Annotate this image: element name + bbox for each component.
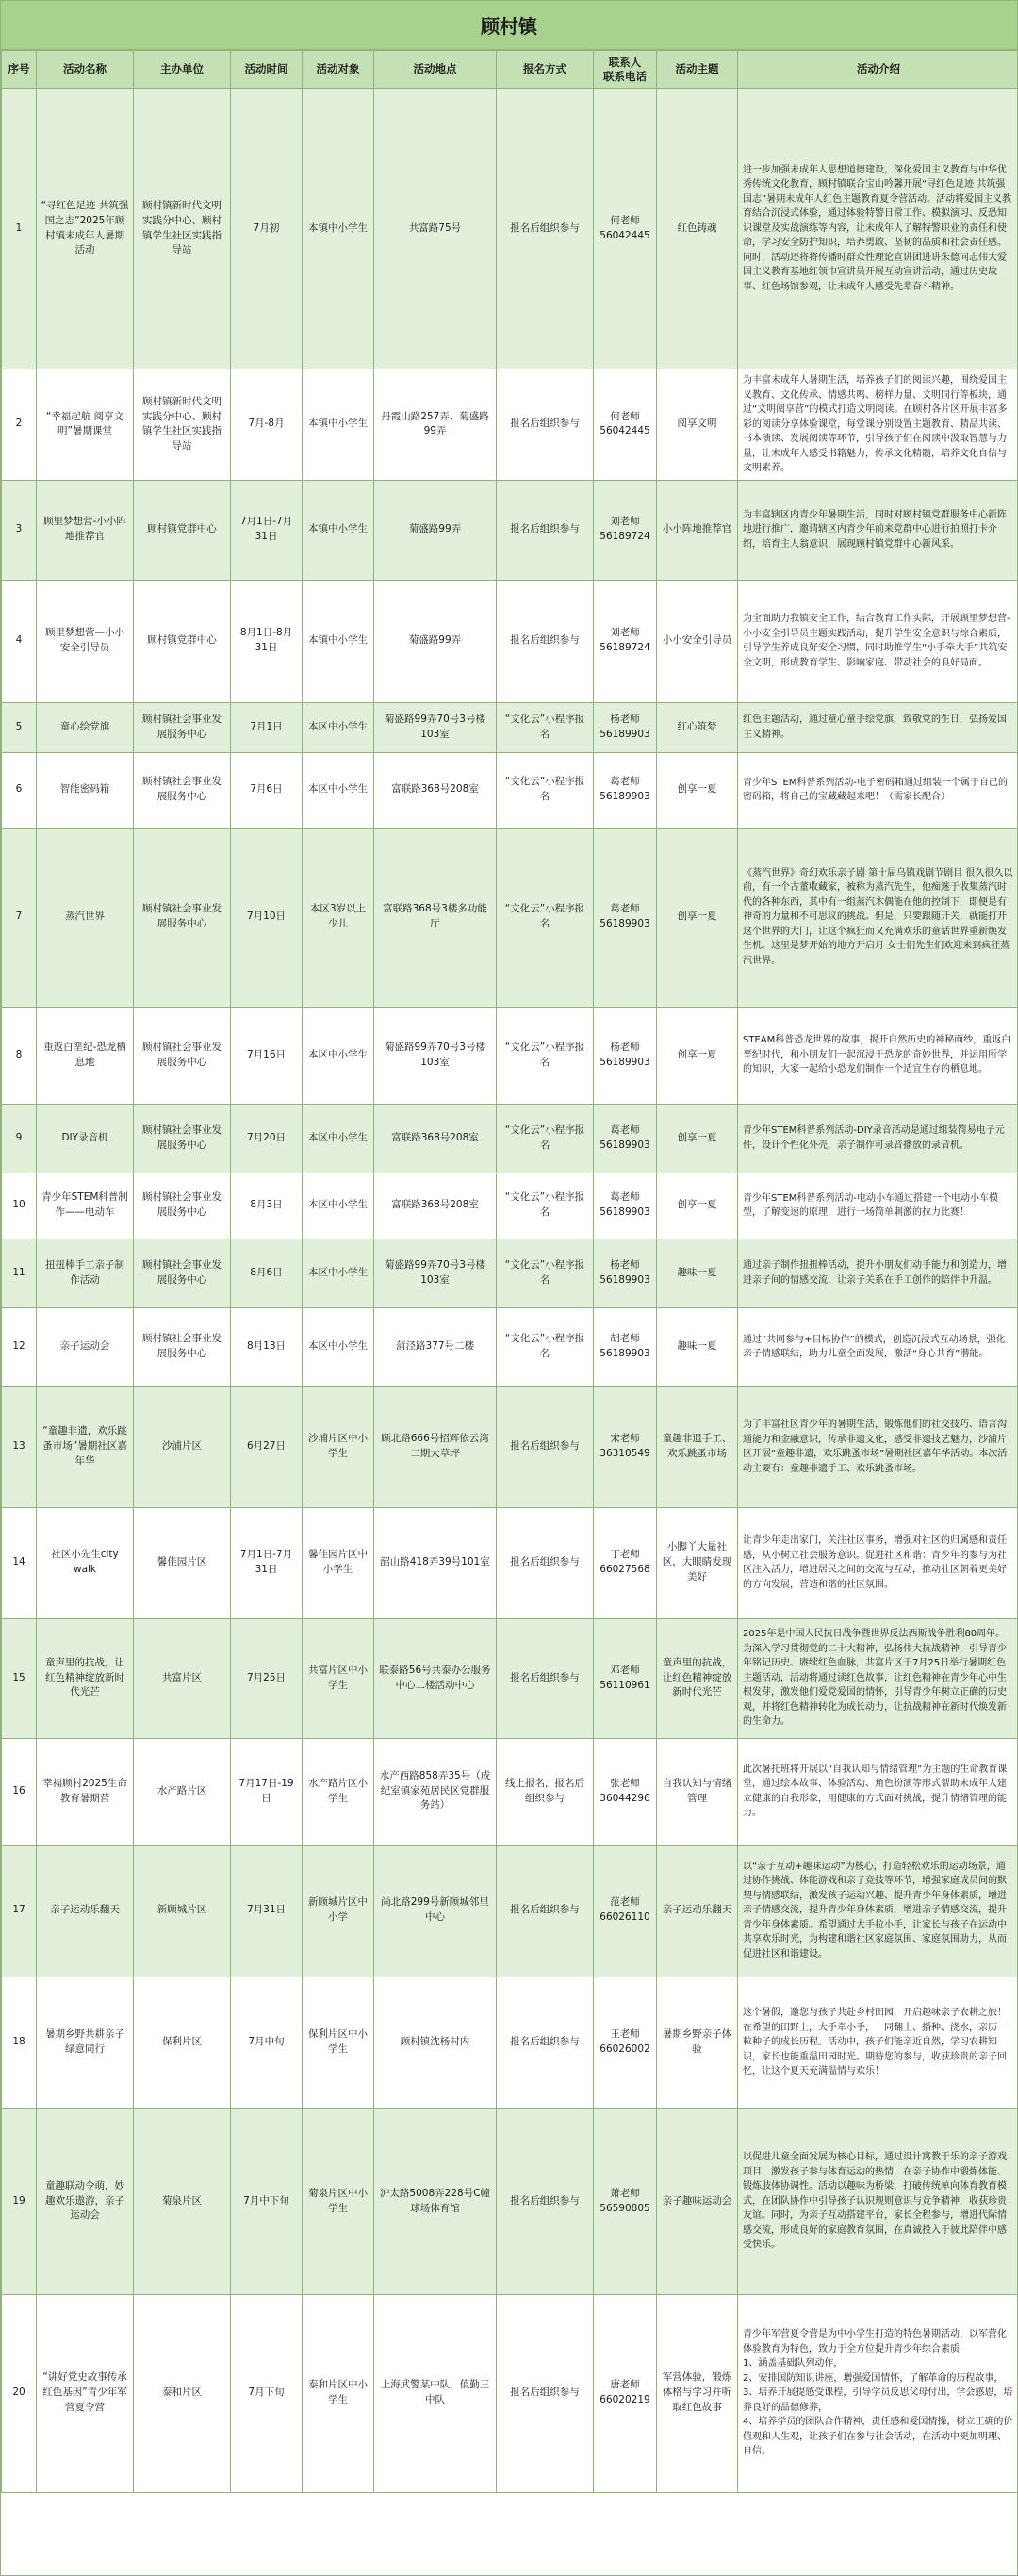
contact-info: 杨老师 56189903 (594, 702, 657, 752)
activity-place: 水产西路858弄35号（成纪室镇家苑居民区党群服务站） (374, 1738, 497, 1845)
activity-name: 暑期乡野共耕亲子绿意同行 (37, 1977, 134, 2108)
activity-target: 本镇中小学生 (303, 480, 374, 580)
activity-intro: 青少年STEM科普系列活动-电动小车通过搭建一个电动小车模型，了解变速的原理，进行一场简单刺激的拉力比赛！ (738, 1173, 1018, 1239)
activity-intro: 为丰富未成年人暑期生活，培养孩子们的阅读兴趣，围绕爱国主义教育、文化传承、情感共鸣、榜样力量、文明同行等板块，通过“文明阅享营”的模式打造文明阅读。在顾村各片区开展丰富多彩的阅读分享体验课堂，每堂课分别设置主题教育、精品共读、书本演读、发展阅读等环节，引导孩子们在阅读中汲取智慧与力量，让未成年人感受书籍魅力，传承文化精髓，培养文化自信与文明素养。 (738, 369, 1018, 481)
contact-info: 范老师 66026110 (594, 1845, 657, 1977)
host-unit: 顾村镇社会事业发展服务中心 (134, 1173, 231, 1239)
activity-target: 沙浦片区中小学生 (303, 1386, 374, 1507)
signup-method: 报名后组织参与 (497, 1618, 594, 1738)
host-unit: 水产路片区 (134, 1738, 231, 1845)
row-number: 11 (2, 1239, 37, 1307)
page-title: 顾村镇 (1, 1, 1017, 50)
table-row (2, 1307, 1018, 1386)
activity-name: 童趣联动令萌，妙趣欢乐遨游，亲子运动会 (37, 2108, 134, 2294)
signup-method: “文化云”小程序报名 (497, 1007, 594, 1104)
activity-place: 菊盛路99弄 (374, 480, 497, 580)
activity-intro: 以促进儿童全面发展为核心目标，通过设计寓教于乐的亲子游戏项目，激发孩子参与体育运动的热情，在亲子协作中锻炼体能、锻炼肢体协调性。活动以趣味为桥梁，打破传统单向体育教育模式，在团队协作中引导孩子认识规则意识与竞争精神，收获珍贵友谊。同时，为亲子互动搭建平台，家长全程参与，增进代际情感交流，形成良好的家庭教育氛围，在真诚投入于彼此陪伴中感受快乐。 (738, 2108, 1018, 2294)
activity-intro: 通过亲子制作扭扭棒活动，提升小朋友们动手能力和创造力，增进亲子间的情感交流，让亲子关系在手工创作的陪伴中升温。 (738, 1239, 1018, 1307)
host-unit: 馨佳园片区 (134, 1507, 231, 1618)
signup-method: “文化云”小程序报名 (497, 1104, 594, 1173)
activity-time: 7月31日 (231, 1845, 303, 1977)
activity-theme: 创享一夏 (657, 1007, 738, 1104)
activity-name: “幸福起航 阅享文明”暑期课堂 (37, 369, 134, 481)
host-unit: 沙浦片区 (134, 1386, 231, 1507)
row-number: 9 (2, 1104, 37, 1173)
signup-method: 报名后组织参与 (497, 89, 594, 369)
signup-method: “文化云”小程序报名 (497, 752, 594, 828)
host-unit: 顾村镇新时代文明实践分中心、顾村镇学生社区实践指导站 (134, 89, 231, 369)
signup-method: 报名后组织参与 (497, 2108, 594, 2294)
activity-place: 联泰路56号共泰办公服务中心二楼活动中心 (374, 1618, 497, 1738)
header-col-theme: 活动主题 (657, 51, 738, 89)
activity-place: 尚北路299号新顾城邻里中心 (374, 1845, 497, 1977)
contact-info: 胡老师 56189903 (594, 1307, 657, 1386)
activity-time: 8月1日-8月31日 (231, 580, 303, 702)
activity-target: 新顾城片区中小学 (303, 1845, 374, 1977)
contact-info: 丁老师 66027568 (594, 1507, 657, 1618)
row-number: 6 (2, 752, 37, 828)
activity-theme: 趣味一夏 (657, 1307, 738, 1386)
activity-time: 7月20日 (231, 1104, 303, 1173)
activity-theme: 小小安全引导员 (657, 580, 738, 702)
signup-method: “文化云”小程序报名 (497, 828, 594, 1007)
activity-place: 韶山路418弄39号101室 (374, 1507, 497, 1618)
contact-info: 杨老师 56189903 (594, 1239, 657, 1307)
table-row (2, 1845, 1018, 1977)
signup-method: 线上报名，报名后组织参与 (497, 1738, 594, 1845)
activity-intro: 青少年STEM科普系列活动-电子密码箱通过组装一个属于自己的密码箱，将自己的宝藏藏起来吧！（需家长配合） (738, 752, 1018, 828)
host-unit: 顾村镇社会事业发展服务中心 (134, 702, 231, 752)
activity-theme: 创享一夏 (657, 752, 738, 828)
activity-intro: 这个暑假，邀您与孩子共赴乡村田园，开启趣味亲子农耕之旅！在希望的田野上，大手牵小手，一同翻土、播种、浇水，亲历一粒种子的成长历程。活动中，孩子们能亲近自然，学习农耕知识，家长也能重温田园时光。期待您的参与，收获珍贵的亲子回忆，让这个夏天充满温情与欢乐！ (738, 1977, 1018, 2108)
header-col-place: 活动地点 (374, 51, 497, 89)
contact-info: 邓老师 56110961 (594, 1618, 657, 1738)
activity-place: 蒲泾路377号二楼 (374, 1307, 497, 1386)
signup-method: 报名后组织参与 (497, 1507, 594, 1618)
activity-target: 本区中小学生 (303, 1239, 374, 1307)
activity-intro: 通过“共同参与+目标协作”的模式，创造沉浸式互动场景，强化亲子情感联结，助力儿童全面发展，激活“身心共育”潜能。 (738, 1307, 1018, 1386)
signup-method: 报名后组织参与 (497, 480, 594, 580)
activity-theme: 亲子运动乐翻天 (657, 1845, 738, 1977)
contact-info: 何老师 56042445 (594, 89, 657, 369)
activity-intro: 为丰富辖区内青少年暑期生活，同时对顾村镇党群服务中心新阵地进行推广，邀请辖区内青少年前来党群中心进行拍照打卡介绍，培育主人翁意识，展现顾村镇党群中心新风采。 (738, 480, 1018, 580)
table-row (2, 369, 1018, 481)
activity-name: 亲子运动乐翻天 (37, 1845, 134, 1977)
activity-time: 7月25日 (231, 1618, 303, 1738)
header-col-intro: 活动介绍 (738, 51, 1018, 89)
row-number: 17 (2, 1845, 37, 1977)
activity-intro: 青少年军营夏令营是为中小学生打造的特色暑期活动，以军营化体验教育为特色，致力于全方位提升青少年综合素质 1、涵盖基础队列动作， 2、安排国防知识讲座，增强爱国情怀，了解革命的历程故事， 3、培养开展提感受课程，引导学员反思父母付出，学会感恩，培养良好的品德修养， 4、培养学员的团队合作精神，责任感和爱国情操，树立正确的价值观和人生观，让孩子们在参与社会活动，在活动中更加明理、自信。 (738, 2294, 1018, 2492)
activity-intro: 2025年是中国人民抗日战争暨世界反法西斯战争胜利80周年。为深入学习贯彻党的二十大精神，弘扬伟大抗战精神，引导青少年铭记历史、赓续红色血脉，共富片区于7月25日举行暑期红色主题活动，活动将通过读红色故事，让红色精神在青少年心中生根发芽，激发他们爱党爱国的情怀，引导青少年树立正确的历史观，并将红色精神转化为成长动力，让抗战精神在新时代焕发新的生命力。 (738, 1618, 1018, 1738)
activity-theme: 创享一夏 (657, 1104, 738, 1173)
activity-time: 7月初 (231, 89, 303, 369)
activity-theme: 童趣非遗手工、欢乐跳蚤市场 (657, 1386, 738, 1507)
activity-target: 本区中小学生 (303, 1007, 374, 1104)
activity-intro: 为全面助力我镇安全工作，结合教育工作实际，开展顾里梦想营-小小安全引导员主题实践活动，提升学生安全意识与综合素质，引导学生养成良好安全习惯，同时助推学生“小手牵大手”共筑安全文明，形成教育学生、影响家庭、带动社会的良好局面。 (738, 580, 1018, 702)
host-unit: 共富片区 (134, 1618, 231, 1738)
activity-target: 本区3岁以上少儿 (303, 828, 374, 1007)
host-unit: 顾村镇社会事业发展服务中心 (134, 1104, 231, 1173)
row-number: 13 (2, 1386, 37, 1507)
contact-info: 葛老师 56189903 (594, 1104, 657, 1173)
contact-info: 王老师 66026002 (594, 1977, 657, 2108)
signup-method: 报名后组织参与 (497, 1977, 594, 2108)
activity-name: 亲子运动会 (37, 1307, 134, 1386)
header-col-contact: 联系人 联系电话 (594, 51, 657, 89)
activity-theme: 暑期乡野亲子体验 (657, 1977, 738, 2108)
activity-theme: 军营体验，锻炼体格与学习并听取红色故事 (657, 2294, 738, 2492)
activity-target: 本镇中小学生 (303, 89, 374, 369)
activity-theme: 阅享文明 (657, 369, 738, 481)
activity-target: 本区中小学生 (303, 702, 374, 752)
activity-intro: 以“亲子互动+趣味运动”为核心，打造轻松欢乐的运动场景，通过协作挑战、体能游戏和亲子竞技等环节，增强家庭成员间的默契与情感联结，激发孩子运动兴趣、提升青少年身体素质，增进亲子情感交流，提升青少年身体素质，增进亲子情感交流，提升青少年身体素质。希望通过大手拉小手，让家长与孩子在运动中共享欢乐时光，为构建和谐社区家庭氛围、家庭氛围助力，从而促进社区和谐建设。 (738, 1845, 1018, 1977)
activity-intro: 进一步加强未成年人思想道德建设，深化爱国主义教育与中华优秀传统文化教育，顾村镇联合宝山吟馨开展“寻红色足迹 共筑强国志”暑期未成年人红色主题教育夏令营活动。活动将爱国主义教育结合沉浸式体验，通过体验特警日常工作、模拟演习、反恐知识课堂及实战演练等内容，让未成年人了解特警职业的责任和使命，学习安全防护知识，培养勇敢、坚韧的品质和社会责任感。同时，活动还将将传播时群众性理论宣讲团进讲朱德同志伟大爱国主义教育基地红领巾宣讲员开展互动宣讲活动，通过历史故事、红色场馆参观，让未成年人感受先辈奋斗精神。 (738, 89, 1018, 369)
host-unit: 泰和片区 (134, 2294, 231, 2492)
contact-info: 萧老师 56590805 (594, 2108, 657, 2294)
table-row (2, 1239, 1018, 1307)
activity-place: 顾村镇沈杨村内 (374, 1977, 497, 2108)
activity-time: 7月10日 (231, 828, 303, 1007)
host-unit: 保利片区 (134, 1977, 231, 2108)
activity-place: 顾北路666号招辉依云湾二期大草坪 (374, 1386, 497, 1507)
activity-time: 7月中下旬 (231, 2108, 303, 2294)
header-col-signup: 报名方式 (497, 51, 594, 89)
activity-target: 本区中小学生 (303, 752, 374, 828)
table-row (2, 1173, 1018, 1239)
contact-info: 葛老师 56189903 (594, 828, 657, 1007)
activity-target: 菊泉片区中小学生 (303, 2108, 374, 2294)
activity-theme: 红色铸魂 (657, 89, 738, 369)
table-row (2, 1738, 1018, 1845)
activity-place: 菊盛路99弄70号3号楼103室 (374, 702, 497, 752)
host-unit: 顾村镇社会事业发展服务中心 (134, 1239, 231, 1307)
activity-theme: 自我认知与情绪管理 (657, 1738, 738, 1845)
table-row (2, 1977, 1018, 2108)
activity-time: 7月17日-19日 (231, 1738, 303, 1845)
table-row (2, 480, 1018, 580)
activity-intro: 《蒸汽世界》奇幻欢乐亲子剧 第十届乌镇戏剧节剧目 很久很久以前，有一个古董收藏家，被称为蒸汽先生，他痴迷于收集蒸汽时代的各种东西，其中有一组蒸汽木偶能在他的控制下，即便是有神奇的力量和不可思议的挑战。但是，只要跟随开关，就能打开这个世界的大门，让这个疯狂而又充满欢乐的童话世界重新焕发生机。这里是梦开始的地方开启月 女士们先生们欢迎来到疯狂蒸汽世界。 (738, 828, 1018, 1007)
activity-place: 富联路368号3楼多功能厅 (374, 828, 497, 1007)
row-number: 4 (2, 580, 37, 702)
activity-intro: STEAM科普恐龙世界的故事，揭开自然历史的神秘面纱，重返白垩纪时代，和小朋友们一起沉浸于恐龙的奇妙世界，并运用所学的知识，大家一起给小恐龙们制作一个适宜生存的栖息地。 (738, 1007, 1018, 1104)
activity-time: 7月1日 (231, 702, 303, 752)
contact-info: 张老师 36044296 (594, 1738, 657, 1845)
host-unit: 顾村镇新时代文明实践分中心、顾村镇学生社区实践指导站 (134, 369, 231, 481)
activity-time: 7月1日-7月31日 (231, 480, 303, 580)
contact-info: 葛老师 56189903 (594, 1173, 657, 1239)
activity-intro: 红色主题活动，通过童心童手绘党旗，致敬党的生日，弘扬爱国主义精神。 (738, 702, 1018, 752)
activity-intro: 为了丰富社区青少年的暑期生活，锻炼他们的社交技巧、语言沟通能力和金融意识，传承非遗文化，感受非遗技艺魅力，沙浦片区开展“童趣非遗，欢乐跳蚤市场”暑期社区嘉年华活动。本次活动主要有：童趣非遗手工、欢乐跳蚤市场。 (738, 1386, 1018, 1507)
table-row (2, 580, 1018, 702)
activity-target: 水产路片区小学生 (303, 1738, 374, 1845)
activity-name: 幸福顾村2025生命教育暑期营 (37, 1738, 134, 1845)
row-number: 14 (2, 1507, 37, 1618)
signup-method: 报名后组织参与 (497, 369, 594, 481)
activity-name: 蒸汽世界 (37, 828, 134, 1007)
activity-name: 顾里梦想营-小小阵地推荐官 (37, 480, 134, 580)
activity-time: 7月下旬 (231, 2294, 303, 2492)
activity-time: 8月3日 (231, 1173, 303, 1239)
activity-place: 沪太路5008弄228号C幢球场体育馆 (374, 2108, 497, 2294)
signup-method: 报名后组织参与 (497, 1386, 594, 1507)
row-number: 3 (2, 480, 37, 580)
table-row (2, 1104, 1018, 1173)
table-row (2, 1386, 1018, 1507)
activity-theme: 小脚丫大量社区，大眼睛发现美好 (657, 1507, 738, 1618)
activity-place: 富联路368号208室 (374, 752, 497, 828)
contact-info: 葛老师 56189903 (594, 752, 657, 828)
activity-place: 共富路75号 (374, 89, 497, 369)
table-row (2, 1007, 1018, 1104)
row-number: 2 (2, 369, 37, 481)
row-number: 10 (2, 1173, 37, 1239)
activity-target: 本区中小学生 (303, 1173, 374, 1239)
activity-intro: 让青少年走出家门，关注社区事务，增强对社区的归属感和责任感，从小树立社会服务意识。促进社区和谐：青少年的参与为社区注入活力，增进居民之间的交流与互动，推动社区朝着更美好的方向发展，营造和谐的社区氛围。 (738, 1507, 1018, 1618)
signup-method: “文化云”小程序报名 (497, 1173, 594, 1239)
host-unit: 顾村镇社会事业发展服务中心 (134, 1307, 231, 1386)
activity-name: 青少年STEM科普制作——电动车 (37, 1173, 134, 1239)
activity-table (1, 50, 1018, 2493)
row-number: 20 (2, 2294, 37, 2492)
activity-time: 8月13日 (231, 1307, 303, 1386)
activity-name: 童声里的抗战，让红色精神绽放新时代光芒 (37, 1618, 134, 1738)
activity-time: 7月6日 (231, 752, 303, 828)
row-number: 8 (2, 1007, 37, 1104)
row-number: 19 (2, 2108, 37, 2294)
activity-target: 馨佳园片区中小学生 (303, 1507, 374, 1618)
contact-info: 刘老师 56189724 (594, 580, 657, 702)
activity-theme: 创享一夏 (657, 828, 738, 1007)
host-unit: 顾村镇党群中心 (134, 580, 231, 702)
activity-theme: 童声里的抗战，让红色精神绽放新时代光芒 (657, 1618, 738, 1738)
row-number: 1 (2, 89, 37, 369)
activity-name: 社区小先生city walk (37, 1507, 134, 1618)
activity-theme: 创享一夏 (657, 1173, 738, 1239)
activity-time: 7月中旬 (231, 1977, 303, 2108)
activity-place: 菊盛路99弄70号3号楼103室 (374, 1239, 497, 1307)
activity-name: 童心绘党旗 (37, 702, 134, 752)
activity-target: 保利片区中小学生 (303, 1977, 374, 2108)
activity-target: 共富片区中小学生 (303, 1618, 374, 1738)
host-unit: 新顾城片区 (134, 1845, 231, 1977)
activity-name: 智能密码箱 (37, 752, 134, 828)
header-col-name: 活动名称 (37, 51, 134, 89)
activity-time: 7月1日-7月31日 (231, 1507, 303, 1618)
table-row (2, 828, 1018, 1007)
activity-place: 富联路368号208室 (374, 1173, 497, 1239)
activity-name: “童趣非遗，欢乐跳蚤市场”暑期社区嘉年华 (37, 1386, 134, 1507)
activity-theme: 小小阵地推荐官 (657, 480, 738, 580)
host-unit: 菊泉片区 (134, 2108, 231, 2294)
contact-info: 何老师 56042445 (594, 369, 657, 481)
row-number: 16 (2, 1738, 37, 1845)
activity-theme: 趣味一夏 (657, 1239, 738, 1307)
activity-place: 富联路368号208室 (374, 1104, 497, 1173)
activity-intro: 青少年STEM科普系列活动-DIY录音活动是通过组装简易电子元件，设计个性化外壳，亲子制作可录音播放的录音机。 (738, 1104, 1018, 1173)
activity-name: DIY录音机 (37, 1104, 134, 1173)
activity-target: 本镇中小学生 (303, 580, 374, 702)
host-unit: 顾村镇社会事业发展服务中心 (134, 828, 231, 1007)
signup-method: “文化云”小程序报名 (497, 702, 594, 752)
activity-intro: 此次暑托班将开展以“自我认知与情绪管理”为主题的生命教育课堂，通过绘本故事、体验活动、角色扮演等形式帮助未成年人建立健康的自我形象，用健康的方式面对挑战，提升情绪管理的能力。 (738, 1738, 1018, 1845)
header-col-host: 主办单位 (134, 51, 231, 89)
table-row (2, 89, 1018, 369)
table-row (2, 1618, 1018, 1738)
activity-time: 7月16日 (231, 1007, 303, 1104)
contact-info: 宋老师 36310549 (594, 1386, 657, 1507)
header-col-no: 序号 (2, 51, 37, 89)
activity-name: “寻红色足迹 共筑强国之志”2025年顾村镇未成年人暑期活动 (37, 89, 134, 369)
contact-info: 刘老师 56189724 (594, 480, 657, 580)
activity-name: 重返白垩纪-恐龙栖息地 (37, 1007, 134, 1104)
table-row (2, 702, 1018, 752)
signup-method: 报名后组织参与 (497, 2294, 594, 2492)
signup-method: “文化云”小程序报名 (497, 1307, 594, 1386)
host-unit: 顾村镇社会事业发展服务中心 (134, 752, 231, 828)
table-header-row (2, 51, 1018, 89)
signup-method: “文化云”小程序报名 (497, 1239, 594, 1307)
signup-method: 报名后组织参与 (497, 1845, 594, 1977)
row-number: 18 (2, 1977, 37, 2108)
activity-time: 6月27日 (231, 1386, 303, 1507)
contact-info: 杨老师 56189903 (594, 1007, 657, 1104)
activity-target: 本镇中小学生 (303, 369, 374, 481)
row-number: 7 (2, 828, 37, 1007)
activity-name: “讲好党史故事传承红色基因”青少年军营夏令营 (37, 2294, 134, 2492)
row-number: 15 (2, 1618, 37, 1738)
activity-time: 8月6日 (231, 1239, 303, 1307)
row-number: 12 (2, 1307, 37, 1386)
activity-place: 上海武警某中队，值勤三中队 (374, 2294, 497, 2492)
table-row (2, 1507, 1018, 1618)
activity-name: 顾里梦想营—小小安全引导员 (37, 580, 134, 702)
activity-theme: 红心筑梦 (657, 702, 738, 752)
table-row (2, 2294, 1018, 2492)
header-col-target: 活动对象 (303, 51, 374, 89)
activity-theme: 亲子趣味运动会 (657, 2108, 738, 2294)
header-col-time: 活动时间 (231, 51, 303, 89)
activity-place: 菊盛路99弄70号3号楼103室 (374, 1007, 497, 1104)
table-row (2, 2108, 1018, 2294)
activity-place: 丹霞山路257弄、菊盛路99弄 (374, 369, 497, 481)
activity-target: 本区中小学生 (303, 1104, 374, 1173)
activity-target: 泰和片区中小学生 (303, 2294, 374, 2492)
table-row (2, 752, 1018, 828)
table-body (2, 89, 1018, 2493)
host-unit: 顾村镇党群中心 (134, 480, 231, 580)
activity-time: 7月-8月 (231, 369, 303, 481)
activity-place: 菊盛路99弄 (374, 580, 497, 702)
row-number: 5 (2, 702, 37, 752)
activity-name: 扭扭棒手工亲子制作活动 (37, 1239, 134, 1307)
host-unit: 顾村镇社会事业发展服务中心 (134, 1007, 231, 1104)
contact-info: 唐老师 66020219 (594, 2294, 657, 2492)
signup-method: 报名后组织参与 (497, 580, 594, 702)
activity-target: 本区中小学生 (303, 1307, 374, 1386)
